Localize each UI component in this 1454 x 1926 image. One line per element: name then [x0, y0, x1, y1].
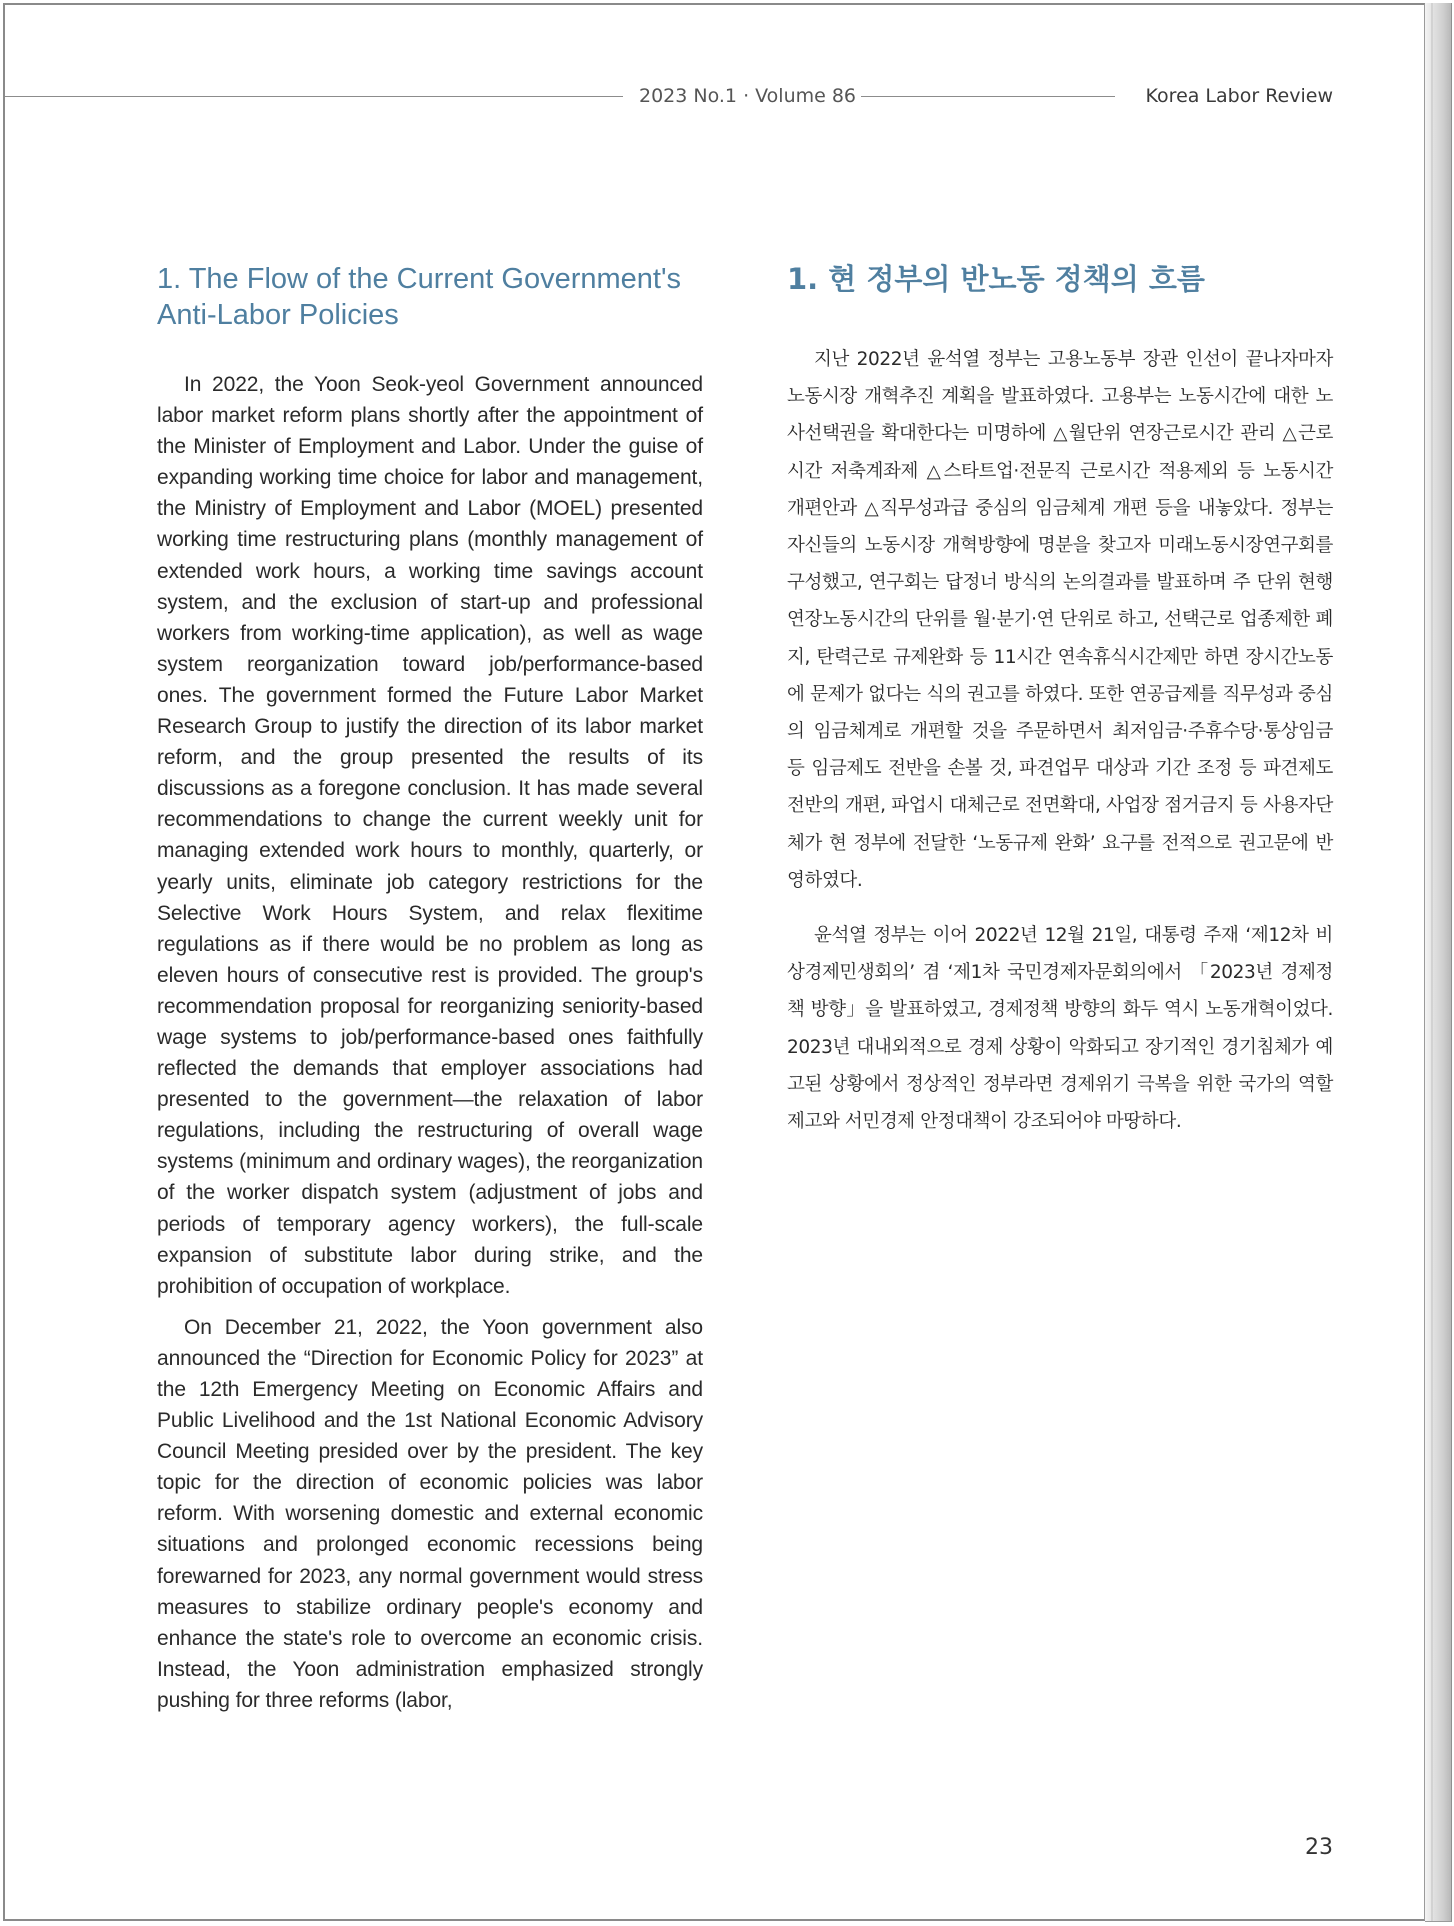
issue-label: 2023 No.1 · Volume 86: [639, 85, 857, 107]
journal-title: Korea Labor Review: [1145, 85, 1333, 107]
korean-paragraph-2: 윤석열 정부는 이어 2022년 12월 21일, 대통령 주재 ‘제12차 비상경제민생회의’ 겸 ‘제1차 국민경제자문회의에서 「2023년 경제정책 방향」을 발표하였고, 경제정책 방향의 화두 역시 노동개혁이었다. 2023년 대내외적으로 경제 상황이 악화되고 장기적인 경기침체가 예고된 상황에서 정상적인 정부라면 경제위기 극복을 위한 국가의 역할 제고와 서민경제 안정대책이 강조되어야 마땅하다.: [787, 925, 1333, 1133]
document-page: [3, 3, 1425, 1921]
running-header: [5, 81, 1333, 111]
page-number: 23: [1305, 1835, 1333, 1860]
header-rule-right: [861, 96, 1115, 97]
header-rule-left: [5, 96, 623, 97]
korean-paragraph-1: 지난 2022년 윤석열 정부는 고용노동부 장관 인선이 끝나자마자 노동시장 개혁추진 계획을 발표하였다. 고용부는 노동시간에 대한 노사선택권을 확대한다는 미명하에 △월단위 연장근로시간 관리 △근로시간 저축계좌제 △스타트업·전문직 근로시간 적용제외 등 노동시간 개편안과 △직무성과급 중심의 임금체계 개편 등을 내놓았다. 정부는 자신들의 노동시장 개혁방향에 명분을 찾고자 미래노동시장연구회를 구성했고, 연구회는 답정너 방식의 논의결과를 발표하며 주 단위 현행 연장노동시간의 단위를 월·분기·연 단위로 하고, 선택근로 업종제한 폐지, 탄력근로 규제완화 등 11시간 연속휴식시간제만 하면 장시간노동에 문제가 없다는 식의 권고를 하였다. 또한 연공급제를 직무성과 중심의 임금체계로 개편할 것을 주문하면서 최저임금·주휴수당·통상임금 등 임금제도 전반을 손볼 것, 파견업무 대상과 기간 조정 등 파견제도 전반의 개편, 파업시 대체근로 전면확대, 사업장 점거금지 등 사용자단체가 현 정부에 전달한 ‘노동규제 완화’ 요구를 전적으로 권고문에 반영하였다.: [787, 349, 1333, 891]
english-column: [157, 261, 703, 1726]
english-paragraph-1: In 2022, the Yoon Seok-yeol Government announced labor market reform plans shortly after the appointment of the Minister of Employment and Labor. Under the guise of expanding working time choice for labor and management, the Ministry of Employment and Labor (MOEL) presented working time restructuring plans (monthly management of extended work hours, a working time savings account system, and the exclusion of start-up and professional workers from working-time application), as well as wage system reorganization toward job/performance-based ones. The government formed the Future Labor Market Research Group to justify the direction of its labor market reform, and the group presented the results of its discussions as a foregone conclusion. It has made several recommendations to change the current weekly unit for managing extended work hours to monthly, quarterly, or yearly units, eliminate job category restrictions for the Selective Work Hours System, and relax flexitime regulations as if there would be no problem as long as eleven hours of consecutive rest is provided. The group's recommendation proposal for reorganizing seniority-based wage systems to job/performance-based ones faithfully reflected the demands that employer associations had presented to the government—the relaxation of labor regulations, including the restructuring of overall wage systems (minimum and ordinary wages), the reorganization of the worker dispatch system (adjustment of jobs and periods of temporary agency workers), the full-scale expansion of substitute labor during strike, and the prohibition of occupation of workplace.: [157, 373, 703, 1298]
page-stack-edge: [1425, 3, 1452, 1922]
english-paragraph-2: On December 21, 2022, the Yoon government also announced the “Direction for Economic Policy for 2023” at the 12th Emergency Meeting on Economic Affairs and Public Livelihood and the 1st National Economic Advisory Council Meeting presided over by the president. The key topic for the direction of economic policies was labor reform. With worsening domestic and external economic situations and prolonged economic recessions being forewarned for 2023, any normal government would stress measures to stabilize ordinary people's economy and enhance the state's role to overcome an economic crisis. Instead, the Yoon administration emphasized strongly pushing for three reforms (labor,: [157, 1315, 703, 1712]
korean-column: [787, 261, 1333, 1158]
korean-section-heading: 1. 현 정부의 반노동 정책의 흐름: [787, 262, 1205, 296]
english-section-heading: 1. The Flow of the Current Government's Anti-Labor Policies: [157, 263, 682, 331]
